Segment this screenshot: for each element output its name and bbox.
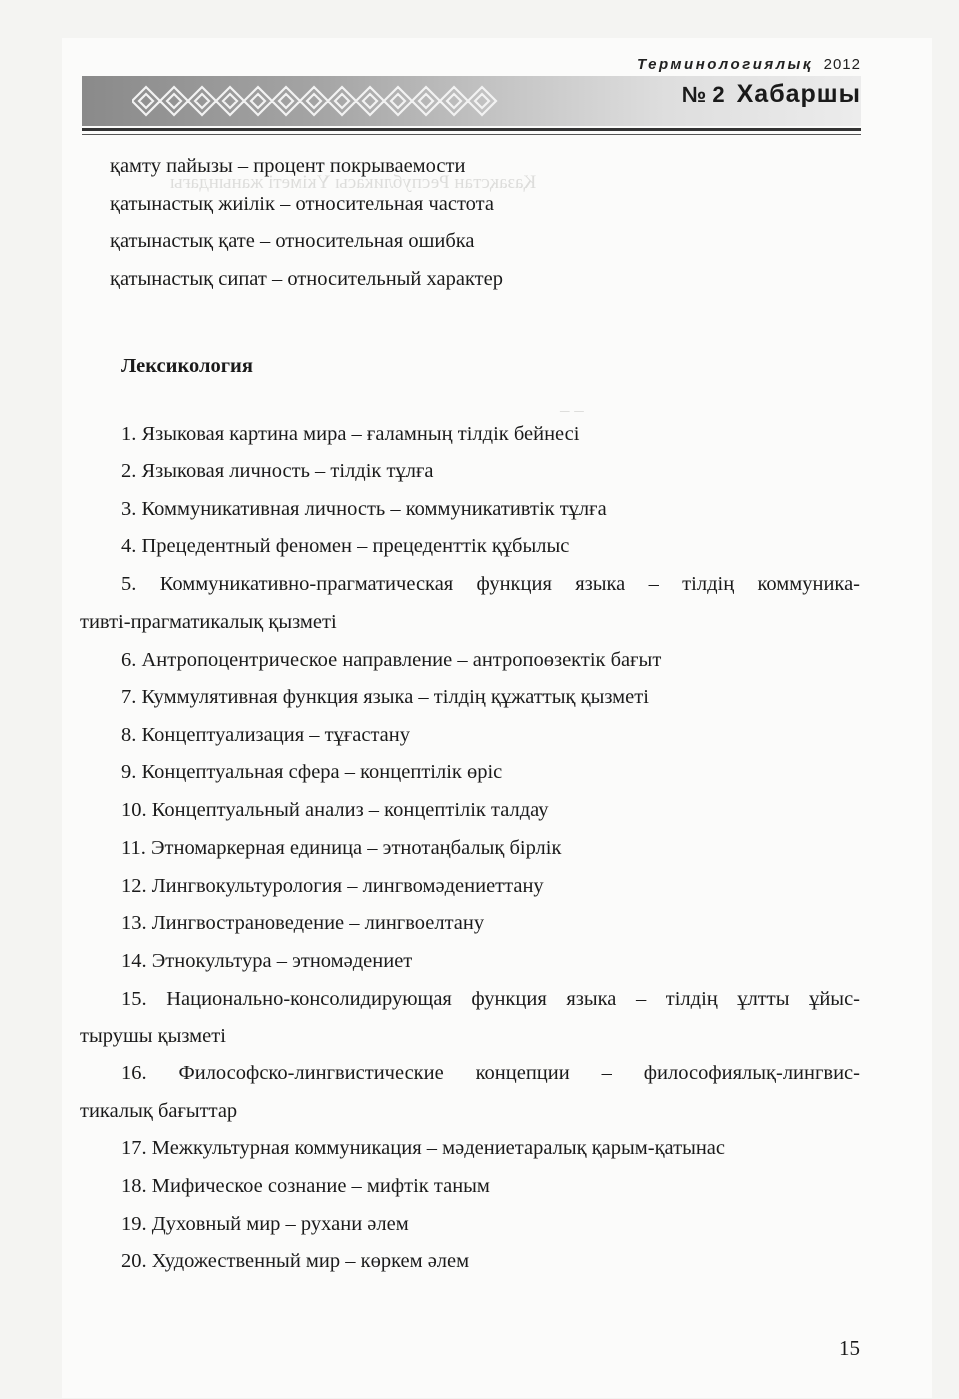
list-item: 7. Куммулятивная функция языка – тілдің құжаттық қызметі: [121, 686, 649, 708]
list-item: 3. Коммуникативная личность – коммуникативтік тұлға: [121, 498, 607, 520]
bleed-through: – –: [560, 400, 584, 421]
issue-title: Хабаршы: [736, 80, 861, 108]
journal-name: [637, 56, 861, 73]
list-item: 11. Этномаркерная единица – этнотаңбалық бірлік: [121, 837, 562, 859]
issue-number: № 2: [681, 82, 725, 107]
term-line: қатынастық қате – относительная ошибка: [110, 230, 475, 252]
list-item: 4. Прецедентный феномен – прецеденттік құбылыс: [121, 535, 570, 557]
list-item-continuation: тырушы қызметі: [80, 1025, 226, 1047]
ornament-icon: [132, 82, 512, 120]
term-line: қатынастық сипат – относительный характер: [110, 268, 503, 290]
list-item: 19. Духовный мир – рухани әлем: [121, 1213, 409, 1235]
list-item-continuation: тикалық бағыттар: [80, 1100, 238, 1122]
issue-label: [682, 80, 861, 109]
list-item: 14. Этнокультура – этномәдениет: [121, 950, 413, 972]
list-item: 9. Концептуальная сфера – концептілік өріс: [121, 761, 503, 783]
page-number: 15: [839, 1336, 860, 1360]
journal-year: 2012: [823, 56, 861, 73]
section-heading: Лексикология: [121, 355, 253, 377]
term-line: қамту пайызы – процент покрываемости: [110, 155, 466, 177]
list-item: 2. Языковая личность – тілдік тұлға: [121, 460, 434, 482]
list-item: 12. Лингвокультурология – лингвомәдениеттану: [121, 875, 544, 897]
list-item: 10. Концептуальный анализ – концептілік талдау: [121, 799, 549, 821]
list-item: 6. Антропоцентрическое направление – антропоөзектік бағыт: [121, 649, 662, 671]
list-item: 8. Концептуализация – тұғастану: [121, 724, 410, 746]
list-item: 5. Коммуникативно-прагматическая функция языка – тілдің коммуника-: [121, 573, 860, 595]
list-item: 15. Национально-консолидирующая функция языка – тілдің ұлтты ұйыс-: [121, 988, 860, 1010]
header-rule: [82, 128, 861, 131]
list-item: 1. Языковая картина мира – ғаламның тілдік бейнесі: [121, 423, 580, 445]
list-item-continuation: тивті-прагматикалық қызметі: [80, 611, 337, 633]
journal-title: Терминологиялық: [637, 56, 813, 73]
bleed-through: Қазақстан Республикасы Үкіметі жанындағы: [170, 172, 537, 193]
list-item: 13. Лингвострановедение – лингвоелтану: [121, 912, 485, 934]
list-item: 18. Мифическое сознание – мифтік таным: [121, 1175, 490, 1197]
header-rule-thin: [82, 134, 861, 135]
term-line: қатынастық жиілік – относительная частота: [110, 193, 494, 215]
list-item: 16. Философско-лингвистические концепции – философиялық-лингвис-: [121, 1062, 860, 1084]
list-item: 17. Межкультурная коммуникация – мәдениетаралық қарым-қатынас: [121, 1137, 726, 1159]
list-item: 20. Художественный мир – көркем әлем: [121, 1250, 470, 1272]
